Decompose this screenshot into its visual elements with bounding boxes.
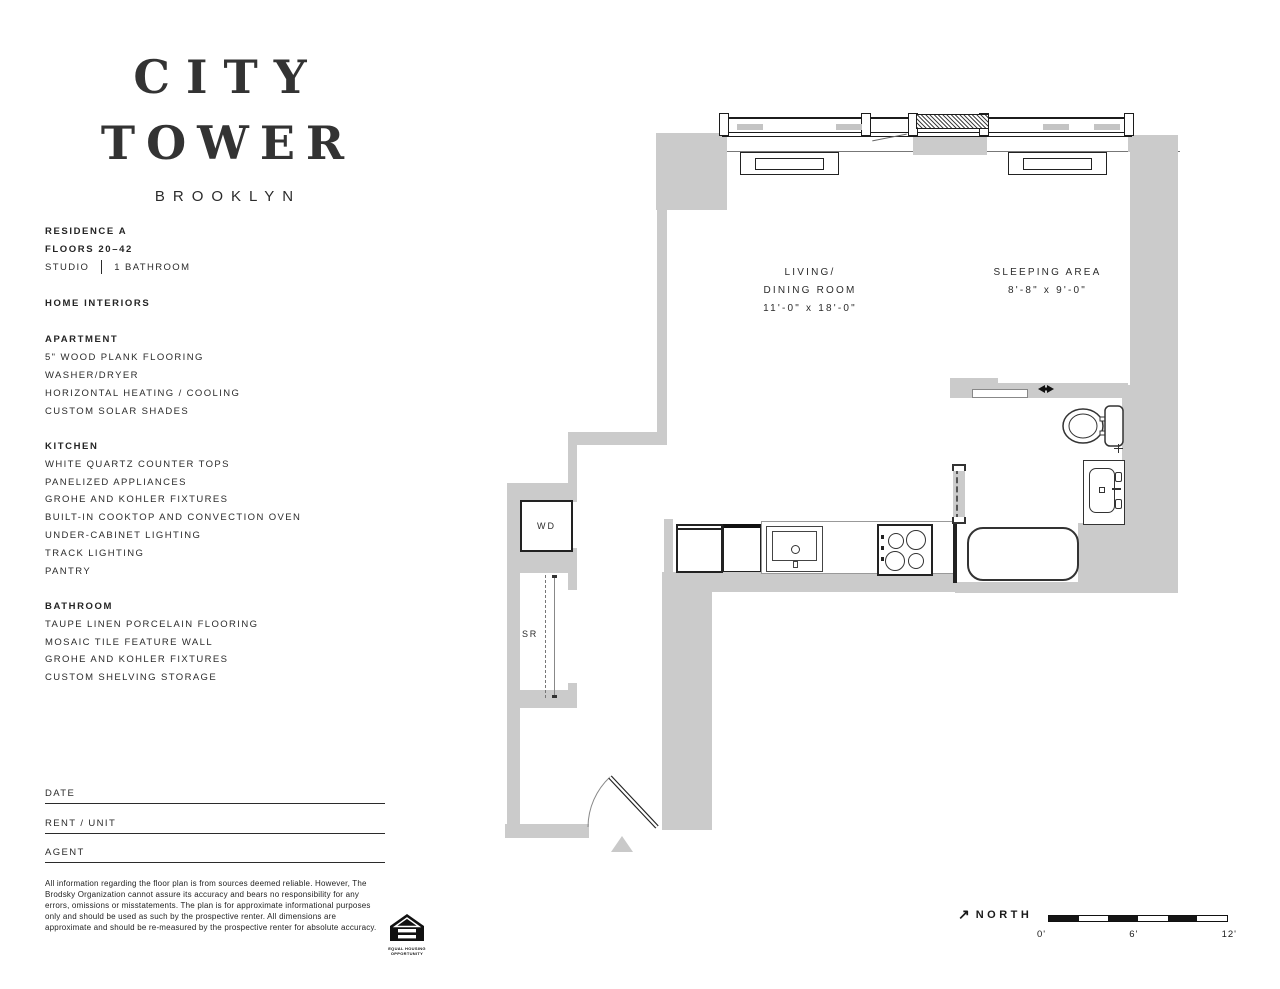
entry-marker-triangle xyxy=(611,836,633,852)
window-mullion xyxy=(719,113,729,136)
window-sill-mark xyxy=(1094,124,1120,130)
window-mullion xyxy=(1124,113,1134,136)
scale-tick: 6' xyxy=(1129,929,1139,940)
unit-type: STUDIO xyxy=(45,261,90,273)
north-arrow-icon: ↗ xyxy=(958,906,970,922)
toilet xyxy=(1060,403,1126,449)
storage-closet-dashed-line xyxy=(545,575,546,698)
refrigerator xyxy=(676,524,723,573)
brand-logo xyxy=(0,50,456,205)
washer-dryer-closet xyxy=(520,500,573,552)
radiator-enclosure xyxy=(740,152,839,175)
cooktop-knob xyxy=(881,535,884,539)
wall xyxy=(1122,385,1178,593)
compass xyxy=(958,906,1032,923)
sink-faucet xyxy=(793,561,798,568)
wall-door-pocket xyxy=(953,465,965,523)
window-sill-mark xyxy=(737,124,763,130)
feature-item: MOSAIC TILE FEATURE WALL xyxy=(45,637,214,648)
home-interiors-title: HOME INTERIORS xyxy=(45,298,151,309)
ac-convector-hatch xyxy=(916,114,989,129)
sink-drain xyxy=(791,545,800,554)
residence-title: RESIDENCE A xyxy=(45,226,128,237)
wall xyxy=(1078,523,1128,592)
feature-item: PANELIZED APPLIANCES xyxy=(45,477,187,488)
door-jamb xyxy=(952,464,966,471)
cooktop xyxy=(877,524,933,576)
storage-closet-door-line xyxy=(554,575,555,698)
residence-type-row xyxy=(45,260,190,274)
wall xyxy=(568,548,577,590)
feature-item: TAUPE LINEN PORCELAIN FLOORING xyxy=(45,619,259,630)
radiator-enclosure xyxy=(1008,152,1107,175)
wall xyxy=(507,690,577,708)
brand-line2: TOWER xyxy=(100,116,356,170)
scale-tick: 0' xyxy=(1037,929,1047,940)
field-line-rent-unit xyxy=(45,833,385,834)
feature-item: CUSTOM SOLAR SHADES xyxy=(45,406,190,417)
washer-dryer-label: WD xyxy=(537,521,556,531)
equal-housing-logo xyxy=(388,914,426,956)
feature-item: BUILT-IN COOKTOP AND CONVECTION OVEN xyxy=(45,512,302,523)
equal-housing-house-icon xyxy=(390,914,424,941)
kitchen-sink xyxy=(766,526,823,572)
dishwasher xyxy=(723,524,761,572)
scale-tick-labels xyxy=(1037,929,1237,940)
field-line-date xyxy=(45,803,385,804)
brand-line1: CITY xyxy=(133,50,323,104)
bathrooms: 1 BATHROOM xyxy=(114,261,191,273)
field-line-agent xyxy=(45,862,385,863)
kitchen-end-wall xyxy=(953,522,957,583)
door-track-tick xyxy=(552,695,557,698)
equal-housing-line1: EQUAL HOUSING xyxy=(388,946,426,951)
feature-item: 5" WOOD PLANK FLOORING xyxy=(45,352,204,363)
feature-item: WHITE QUARTZ COUNTER TOPS xyxy=(45,459,230,470)
bathtub xyxy=(967,527,1079,581)
disclaimer-text: All information regarding the floor plan is from sources deemed reliable. However, The Brodsky Organization cannot assure its accuracy and bears no responsibility for any errors, omissions or misstatements. The plan is for approximate informational purposes only and should be used as such by the prospective renter. All dimensions are approximate and should be re-measured by the prospective renter for absolute accuracy. xyxy=(45,879,377,932)
radiator-inner xyxy=(1023,158,1092,170)
residence-floors: FLOORS 20–42 xyxy=(45,244,133,255)
cooktop-knob xyxy=(881,557,884,561)
burner xyxy=(908,553,924,569)
feature-item: GROHE AND KOHLER FIXTURES xyxy=(45,494,229,505)
living-label-line2: DINING ROOM xyxy=(763,285,857,296)
field-label-rent-unit: RENT / UNIT xyxy=(45,818,117,829)
wall xyxy=(656,133,727,210)
burner xyxy=(888,533,904,549)
wall xyxy=(664,519,673,573)
faucet-handle xyxy=(1115,499,1122,509)
living-label-line1: LIVING/ xyxy=(784,267,836,278)
wall xyxy=(657,210,667,433)
vanity-drain xyxy=(1099,487,1105,493)
feature-item: HORIZONTAL HEATING / COOLING xyxy=(45,388,241,399)
faucet-spout xyxy=(1112,488,1121,490)
burner xyxy=(885,551,905,571)
window-mullion xyxy=(861,113,871,136)
feature-item: WASHER/DRYER xyxy=(45,370,139,381)
brand-location: BROOKLYN xyxy=(154,188,302,205)
window-sill-mark xyxy=(836,124,862,130)
storage-label: SR xyxy=(522,629,539,639)
feature-item: TRACK LIGHTING xyxy=(45,548,145,559)
window-sill-mark xyxy=(1043,124,1069,130)
sleeping-area-label xyxy=(955,264,1140,300)
entry-door xyxy=(570,758,670,840)
feature-item: UNDER-CABINET LIGHTING xyxy=(45,530,202,541)
field-label-agent: AGENT xyxy=(45,847,85,858)
refrigerator-top-line xyxy=(678,528,721,530)
equal-housing-line2: OPPORTUNITY xyxy=(390,951,424,956)
radiator-inner xyxy=(755,158,824,170)
group-title-bathroom: BATHROOM xyxy=(45,601,114,612)
towel-bar-niche xyxy=(972,389,1028,398)
vanity-sink xyxy=(1083,460,1125,525)
living-label-dims: 11'-0" x 18'-0" xyxy=(763,303,857,314)
sleeping-label-line1: SLEEPING AREA xyxy=(993,267,1102,278)
burner xyxy=(906,530,926,550)
door-jamb xyxy=(952,517,966,524)
cooktop-knob xyxy=(881,546,884,550)
north-label: NORTH xyxy=(975,908,1033,921)
feature-item: CUSTOM SHELVING STORAGE xyxy=(45,672,218,683)
group-title-apartment: APARTMENT xyxy=(45,334,119,345)
wall xyxy=(1128,135,1178,152)
feature-item: PANTRY xyxy=(45,566,92,577)
feature-item: GROHE AND KOHLER FIXTURES xyxy=(45,654,229,665)
scale-bar xyxy=(1048,915,1228,922)
plumbing-mark xyxy=(1114,444,1123,453)
living-room-label xyxy=(720,264,900,318)
sprinkler-fixture xyxy=(1038,385,1054,393)
wall xyxy=(568,432,667,445)
wall xyxy=(913,135,987,155)
window-sill-line xyxy=(722,132,1132,133)
sleeping-label-dims: 8'-8" x 9'-0" xyxy=(1008,285,1087,296)
field-label-date: DATE xyxy=(45,788,76,799)
door-track-tick xyxy=(552,575,557,578)
faucet-handle xyxy=(1115,472,1122,482)
group-title-kitchen: KITCHEN xyxy=(45,441,99,452)
scale-tick: 12' xyxy=(1221,929,1237,940)
pocket-door-dashed xyxy=(956,468,958,520)
divider xyxy=(101,260,102,274)
